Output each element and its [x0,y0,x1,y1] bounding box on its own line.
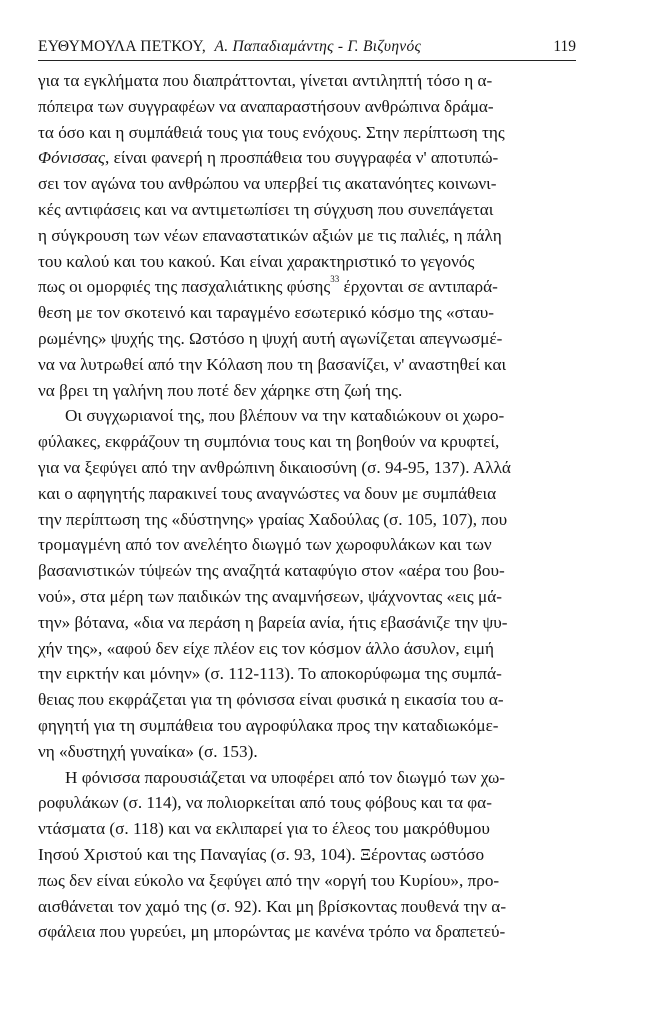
footnote-marker: 33 [330,274,340,285]
body-text [38,68,578,945]
text-line: χήν της», «αφού δεν είχε πλέον εις τον κόσμον άλλο άσυλον, ειμή [38,638,494,658]
text-line: για τα εγκλήματα που διαπράττονται, γίνεται αντιληπτή τόσο η α- [38,71,493,90]
line-text: πως οι ομορφιές της πασχαλιάτικης φύσης [38,277,331,297]
text-line: φηγητή για τη συμπάθεια του αγροφύλακα προς την καταδιωκόμε- [38,715,499,735]
text-line: την ειρκτήν και μόνην» (σ. 112-113). Το αποκορύφωμα της συμπά- [38,664,502,684]
text-line: νού», στα μέρη των παιδικών της αναμνήσεων, ψάχνοντας «εις μά- [38,586,502,606]
page-number: 119 [553,38,576,55]
running-header [38,36,576,61]
line-text: έρχονται σε αντιπαρά- [339,277,498,297]
text-line: η σύγκρουση των νέων επαναστατικών αξιών με τις παλιές, η πάλη [38,225,502,245]
running-header-text [38,38,421,56]
text-line: πόπειρα των συγγραφέων να αναπαραστήσουν ανθρώπινα δράμα- [38,96,494,116]
text-line: τα όσο και η συμπάθειά τους για τους ενόχους. Στην περίπτωση της [38,122,505,142]
text-line: για να ξεφύγει από την ανθρώπινη δικαιοσύνη (σ. 94-95, 137). Αλλά [38,457,511,477]
text-line [38,274,578,300]
text-line: τρομαγμένη από τον ανελέητο διωγμό των χωροφυλάκων και των [38,535,492,555]
text-line: θεση με τον σκοτεινό και ταραγμένο εσωτερικό κόσμο της «σταυ- [38,303,495,323]
text-line: κές αντιφάσεις και να αντιμετωπίσει τη σύγχυση που συνεπάγεται [38,199,494,219]
text-line [38,145,578,171]
text-line: ρωμένης» ψυχής της. Ωστόσο η ψυχή αυτή αγωνίζεται απεγνωσμέ- [38,328,503,348]
text-line: την» βότανα, «δια να περάση η βαρεία ανία, ήτις εβασάνιζε την ψυ- [38,612,508,632]
text-line: την περίπτωση της «δύστηνης» γραίας Χαδούλας (σ. 105, 107), που [38,509,508,529]
header-title: Α. Παπαδιαμάντης - Γ. Βιζυηνός [214,38,422,55]
text-line: πως δεν είναι εύκολο να ξεφύγει από την «οργή του Κυρίου», προ- [38,870,500,890]
text-line: Ιησού Χριστού και της Παναγίας (σ. 93, 104). Ξέροντας ωστόσο [38,844,485,864]
text-line: Η φόνισσα παρουσιάζεται να υποφέρει από τον διωγμό των χω- [65,767,506,787]
text-line: θειας που εκφράζεται για τη φόνισσα είναι φυσικά η εικασία του α- [38,690,504,710]
line-text: , είναι φανερή η προσπάθεια του συγγραφέα ν' αποτυπώ- [105,148,499,168]
text-line: σφάλεια που γυρεύει, μη μπορώντας με κανένα τρόπο να δραπετεύ- [38,922,506,942]
text-line: φύλακες, εκφράζουν τη συμπόνια τους και τη βοηθούν να κρυφτεί, [38,432,500,452]
text-line: αισθάνεται τον χαμό της (σ. 92). Και μη βρίσκοντας πουθενά την α- [38,896,507,916]
italic-title: Φόνισσας [38,148,106,168]
text-line: Οι συγχωριανοί της, που βλέπουν να την καταδιώκουν οι χωρο- [65,406,505,426]
text-line: σει τον αγώνα του ανθρώπου να υπερβεί τις ακατανόητες κοινωνι- [38,174,497,194]
text-line: και ο αφηγητής παρακινεί τους αναγνώστες να δουν με συμπάθεια [38,483,497,503]
text-line: νη «δυστηχή γυναίκα» (σ. 153). [38,741,258,761]
text-line: ροφυλάκων (σ. 114), να πολιορκείται από τους φόβους και τα φα- [38,793,492,813]
text-line: να βρει τη γαλήνη που ποτέ δεν χάρηκε στη ζωή της. [38,380,403,400]
text-line: ντάσματα (σ. 118) και να εκλιπαρεί για το έλεος του μακρόθυμου [38,819,490,839]
text-line: βασανιστικών τύψεών της αναζητά καταφύγιο στον «αέρα του βου- [38,561,505,581]
header-author: ΕΥΘΥΜΟΥΛΑ ΠΕΤΚΟΥ, [38,38,207,55]
text-line: του καλού και του κακού. Και είναι χαρακτηριστικό το γεγονός [38,251,475,271]
text-line: να να λυτρωθεί από την Κόλαση που τη βασανίζει, ν' αναστηθεί και [38,354,507,374]
